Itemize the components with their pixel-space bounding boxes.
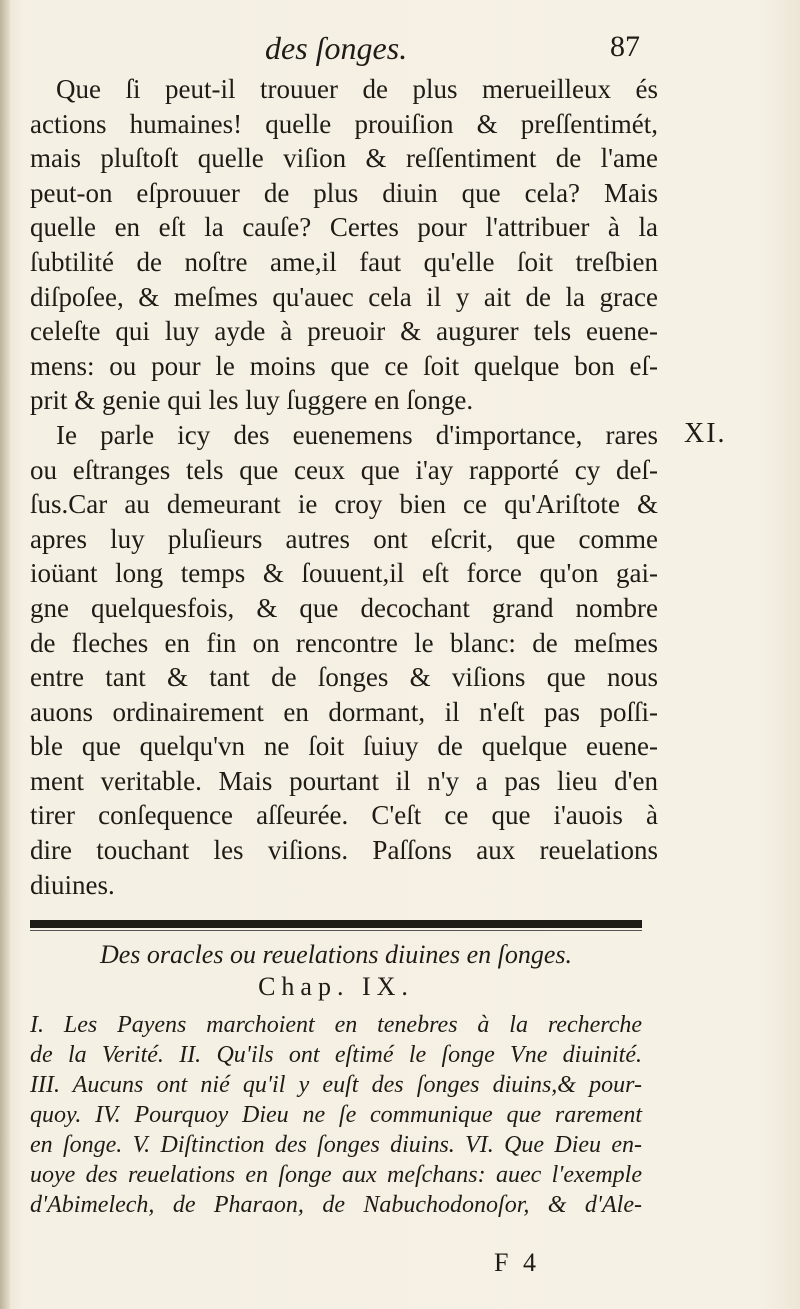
summary-line: I. Les Payens marchoient en tenebres à la recherche	[30, 1012, 642, 1038]
body-line: ou eſtranges tels que ceux que i'ay rapporté cy deſ-	[30, 454, 658, 485]
body-line: Ie parle icy des euenemens d'importance, rares	[56, 419, 658, 450]
body-line: gne quelquesfois, & que decochant grand nombre	[30, 592, 658, 623]
body-line: diuines.	[30, 869, 115, 900]
body-line: Que ſi peut-il trouuer de plus merueilleux és	[56, 74, 658, 104]
body-line: auons ordinairement en dormant, il n'eſt pas poſſi-	[30, 696, 658, 727]
summary-line: en ſonge. V. Diſtinction des ſonges diuins. VI. Que Dieu en-	[30, 1132, 642, 1158]
body-line: ment veritable. Mais pourtant il n'y a pas lieu d'en	[30, 765, 658, 796]
body-line: actions humaines! quelle prouiſion & preſſentimét,	[30, 108, 658, 139]
chapter-title: Des oracles ou reuelations diuines en ſonges.	[99, 940, 573, 969]
body-line: entre tant & tant de ſonges & viſions que nous	[30, 662, 658, 693]
summary-line: III. Aucuns ont nié qu'il y euſt des ſonges diuins,& pour-	[30, 1072, 642, 1098]
chapter-rule	[30, 920, 642, 928]
body-line: ioüant long temps & ſouuent,il eſt force qu'on gai-	[30, 558, 658, 589]
running-head: des ſonges.	[265, 30, 408, 66]
body-line: ſubtilité de noſtre ame,il faut qu'elle ſoit treſbien	[30, 246, 658, 277]
page-binding-shadow	[0, 0, 10, 1309]
page-number: 87	[610, 30, 640, 63]
body-line: quelle en eſt la cauſe? Certes pour l'attribuer à la	[30, 212, 658, 243]
summary-line: d'Abimelech, de Pharaon, de Nabuchodonoſor, & d'Ale-	[30, 1192, 642, 1218]
margin-note: XI.	[684, 418, 727, 449]
chapter-summary	[30, 1010, 642, 1220]
body-line: ble que quelqu'vn ne ſoit ſuiuy de quelque euene-	[30, 731, 658, 762]
body-text	[30, 72, 658, 902]
body-line: diſpoſee, & meſmes qu'auec cela il y ait de la grace	[30, 281, 658, 312]
body-line: dire touchant les viſions. Paſſons aux reuelations	[30, 835, 658, 866]
summary-line: uoye des reuelations en ſonge aux meſchans: auec l'exemple	[30, 1162, 642, 1188]
body-line: apres luy pluſieurs autres ont eſcrit, que comme	[30, 523, 658, 554]
body-line: celeſte qui luy ayde à preuoir & augurer tels euene-	[30, 316, 658, 347]
body-line: de fleches en fin on rencontre le blanc: de meſmes	[30, 627, 658, 658]
body-line: tirer conſequence aſſeurée. C'eſt ce que i'auois à	[30, 800, 658, 831]
chapter-rule-thin	[30, 930, 642, 931]
chapter-number: Chap. IX.	[258, 972, 414, 1001]
body-line: prit & genie qui les luy ſuggere en ſonge.	[30, 385, 474, 416]
body-line: mais pluſtoſt quelle viſion & reſſentiment de l'ame	[30, 143, 658, 174]
body-line: mens: ou pour le moins que ce ſoit quelque bon eſ-	[30, 350, 658, 381]
summary-line: de la Verité. II. Qu'ils ont eſtimé le ſonge Vne diuinité.	[30, 1042, 642, 1068]
signature-mark: F 4	[494, 1248, 540, 1277]
body-line: peut-on eſprouuer de plus diuin que cela? Mais	[30, 177, 658, 208]
summary-line: quoy. IV. Pourquoy Dieu ne ſe communique que rarement	[30, 1102, 642, 1128]
body-line: ſus.Car au demeurant ie croy bien ce qu'Ariſtote &	[30, 489, 658, 520]
